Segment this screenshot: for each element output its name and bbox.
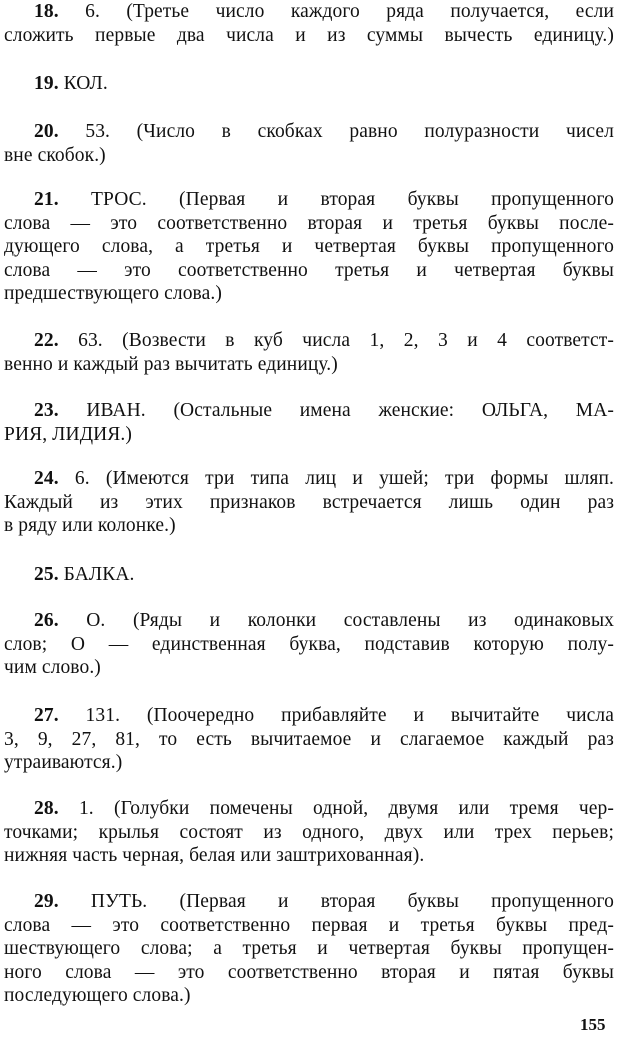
answer-21-line-3: дующего слова, а третья и четвертая буквы пропущенного: [4, 236, 614, 258]
answer-29-line-3: шествующего слова; а третья и четвертая буквы пропущен-: [4, 938, 614, 960]
answer-29: [4, 890, 614, 1008]
answer-21-line-5: предшествующего слова.): [4, 283, 222, 305]
answer-26-line-1: 26. О. (Ряды и колонки составлены из одинаковых: [34, 610, 614, 631]
answer-26-line-3: чим слово.): [4, 657, 101, 679]
answer-18: [4, 0, 614, 47]
answer-28: [4, 797, 614, 868]
answer-number: 25.: [34, 564, 59, 585]
answer-21-line-2: слова — это соответственно вторая и третья буквы после-: [4, 212, 614, 234]
answer-22: [4, 329, 614, 376]
answer-25-line-1: 25. БАЛКА.: [34, 564, 135, 585]
answer-28-line-3: нижняя часть черная, белая или заштрихованная).: [4, 845, 425, 867]
answer-24-line-3: в ряду или колонке.): [4, 515, 176, 537]
answer-20-line-2: вне скобок.): [4, 144, 106, 166]
answer-27: [4, 704, 614, 775]
answer-20-line-1: 20. 53. (Число в скобках равно полуразности чисел: [34, 121, 614, 142]
answer-number: 21.: [34, 189, 59, 210]
answer-27-line-2: 3, 9, 27, 81, то есть вычитаемое и слагаемое каждый раз: [4, 728, 614, 750]
answer-number: 23.: [34, 400, 59, 421]
answer-21-line-4: слова — это соответственно третья и четвертая буквы: [4, 259, 614, 281]
answer-23-line-1: 23. ИВАН. (Остальные имена женские: ОЛЬГА, МА-: [34, 400, 614, 421]
answer-20: [4, 120, 614, 167]
answer-28-line-2: точками; крылья состоят из одного, двух или трех перьев;: [4, 821, 614, 843]
answer-22-line-1: 22. 63. (Возвести в куб числа 1, 2, 3 и 4 соответст-: [34, 330, 614, 351]
answer-number: 27.: [34, 705, 59, 726]
answer-number: 20.: [34, 121, 59, 142]
answer-number: 28.: [34, 798, 59, 819]
answer-29-line-5: последующего слова.): [4, 985, 191, 1007]
answer-number: 22.: [34, 330, 59, 351]
answer-19-line-1: 19. КОЛ.: [34, 73, 108, 94]
answer-29-line-4: ного слова — это соответственно вторая и пятая буквы: [4, 961, 614, 983]
answer-23-line-2: РИЯ, ЛИДИЯ.): [4, 423, 132, 445]
answer-23: [4, 399, 614, 446]
answer-number: 29.: [34, 891, 59, 912]
page-number: 155: [580, 1015, 606, 1034]
answer-number: 19.: [34, 73, 59, 94]
answer-24: [4, 467, 614, 538]
answer-26: [4, 609, 614, 680]
answer-number: 24.: [34, 468, 59, 489]
answer-28-line-1: 28. 1. (Голубки помечены одной, двумя или тремя чер-: [34, 798, 614, 819]
answer-27-line-1: 27. 131. (Поочередно прибавляйте и вычитайте числа: [34, 705, 614, 726]
answer-24-line-2: Каждый из этих признаков встречается лишь один раз: [4, 491, 614, 513]
answer-29-line-2: слова — это соответственно первая и третья буквы пред-: [4, 914, 614, 936]
answer-21-line-1: 21. ТРОС. (Первая и вторая буквы пропущенного: [34, 189, 614, 210]
answer-18-line-1: 18. 6. (Третье число каждого ряда получается, если: [34, 1, 614, 22]
answer-number: 26.: [34, 610, 59, 631]
answer-18-line-2: сложить первые два числа и из суммы вычесть единицу.): [4, 24, 614, 46]
answer-21: [4, 188, 614, 306]
answer-26-line-2: слов; О — единственная буква, подставив которую полу-: [4, 633, 614, 655]
answer-29-line-1: 29. ПУТЬ. (Первая и вторая буквы пропущенного: [34, 891, 614, 912]
answer-24-line-1: 24. 6. (Имеются три типа лиц и ушей; три формы шляп.: [34, 468, 614, 489]
answer-27-line-3: утраиваются.): [4, 752, 123, 774]
answer-19: [4, 72, 614, 96]
answer-22-line-2: венно и каждый раз вычитать единицу.): [4, 353, 338, 375]
answer-25: [4, 563, 614, 587]
answer-number: 18.: [34, 1, 59, 22]
